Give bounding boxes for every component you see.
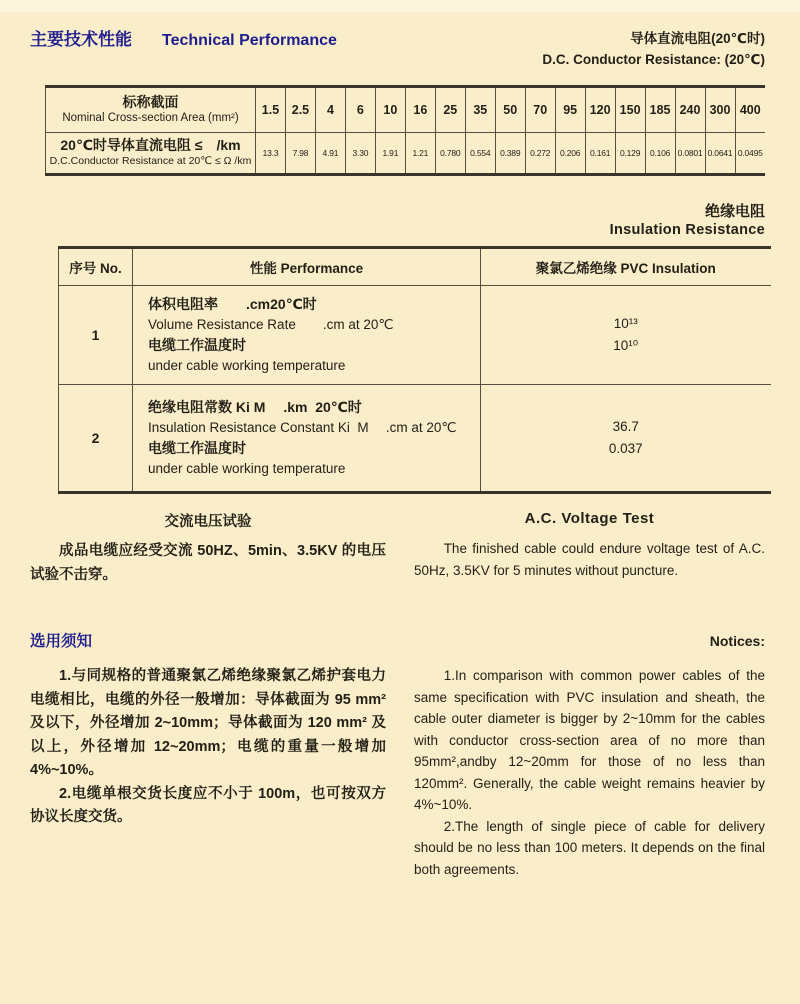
dc-category-cell: 4 <box>315 87 345 133</box>
dc-value-cell: 1.21 <box>405 133 435 175</box>
notices-en-column <box>414 665 765 880</box>
ac-voltage-zh-column <box>30 510 386 587</box>
notices-heading-zh: 选用须知 <box>30 633 93 650</box>
dc-value-cell: 7.98 <box>285 133 315 175</box>
dc-category-cell: 95 <box>555 87 585 133</box>
perf-line: 电缆工作温度时 <box>148 337 246 353</box>
dc-value-cell: 0.106 <box>645 133 675 175</box>
dc-category-cell: 35 <box>465 87 495 133</box>
dc-value-cell: 0.272 <box>525 133 555 175</box>
dc-category-cell: 16 <box>405 87 435 133</box>
perf-line: under cable working temperature <box>148 460 346 476</box>
dc-value-cell: 0.206 <box>555 133 585 175</box>
perf-line: 体积电阻率 .cm20℃时 <box>148 296 317 312</box>
dc-value-cell: 0.129 <box>615 133 645 175</box>
dc-row1-label <box>46 87 256 133</box>
dc-value-cell: 0.389 <box>495 133 525 175</box>
dc-resistance-table <box>45 85 765 176</box>
page-title <box>30 25 337 50</box>
dc-resistance-heading-en: D.C. Conductor Resistance: (20℃) <box>542 52 765 67</box>
notices-heading-en: Notices: <box>709 633 765 649</box>
ac-voltage-body-zh: 成品电缆应经受交流 50HZ、5min、3.5KV 的电压试验不击穿。 <box>30 543 386 583</box>
insulation-heading-en: Insulation Resistance <box>609 222 765 238</box>
dc-row1-label-en: Nominal Cross-section Area (mm²) <box>62 112 239 124</box>
ac-voltage-heading-en: A.C. Voltage Test <box>524 510 655 527</box>
perf-line: Volume Resistance Rate .cm at 20℃ <box>148 316 394 332</box>
table-row <box>46 87 766 133</box>
notice-en-item-1: 1.In comparison with common power cables of the same specification with PVC insulation and sheath, the cable outer diameter is bigger by 2~10mm for the cables with conductor cross-section area of no more than 95mm²,andby 12~20mm for those of no less than 120mm². Generally, the cable weight remains heavier by 4%~10%. <box>414 668 765 812</box>
insulation-heading-zh: 绝缘电阻 <box>704 203 765 220</box>
dc-value-cell: 0.780 <box>435 133 465 175</box>
table-row <box>59 286 771 385</box>
perf-line: 电缆工作温度时 <box>148 440 246 456</box>
pvc-value-cell <box>481 286 771 385</box>
col-header-performance: 性能 Performance <box>133 248 481 286</box>
pvc-value: 36.7 <box>612 419 639 434</box>
dc-row2-label <box>46 133 256 175</box>
page-title-en: Technical Performance <box>162 32 337 49</box>
dc-category-cell: 2.5 <box>285 87 315 133</box>
dc-category-cell: 6 <box>345 87 375 133</box>
dc-category-cell: 10 <box>375 87 405 133</box>
dc-value-cell: 0.554 <box>465 133 495 175</box>
dc-category-cell: 1.5 <box>256 87 286 133</box>
notice-zh-item-1: 1.与同规格的普通聚氯乙烯绝缘聚氯乙烯护套电力电缆相比，电缆的外径一般增加：导体截面为 95 mm² 及以下，外径增加 2~10mm；导体截面为 120 mm² 及以上，外径增加 12~20mm；电缆的重量一般增加 4%~10%。 <box>30 668 386 778</box>
perf-line: Insulation Resistance Constant Ki M .cm at 20℃ <box>148 419 457 435</box>
dc-category-cell: 25 <box>435 87 465 133</box>
dc-row1-label-zh: 标称截面 <box>122 94 179 110</box>
dc-row2-label-zh: 20℃时导体直流电阻 ≤ /km <box>60 137 241 153</box>
col-header-pvc: 聚氯乙烯绝缘 PVC Insulation <box>481 248 771 286</box>
row-no: 1 <box>59 286 133 385</box>
dc-resistance-heading <box>542 28 765 70</box>
page-top-edge <box>0 0 800 12</box>
notice-zh-item-2: 2.电缆单根交货长度应不小于 100m，也可按双方协议长度交货。 <box>30 785 386 825</box>
ac-voltage-body-en: The finished cable could endure voltage test of A.C. 50Hz, 3.5KV for 5 minutes without puncture. <box>414 541 765 578</box>
dc-category-cell: 120 <box>585 87 615 133</box>
dc-value-cell: 0.0641 <box>705 133 735 175</box>
table-row <box>59 385 771 493</box>
performance-cell <box>133 286 481 385</box>
dc-row2-label-en: D.C.Conductor Resistance at 20℃ ≤ Ω /km <box>49 155 252 167</box>
dc-value-cell: 4.91 <box>315 133 345 175</box>
dc-value-cell: 0.0801 <box>675 133 705 175</box>
dc-category-cell: 400 <box>735 87 765 133</box>
page-header <box>0 12 800 70</box>
table-row <box>46 133 766 175</box>
page-title-zh: 主要技术性能 <box>30 30 132 49</box>
dc-value-cell: 0.161 <box>585 133 615 175</box>
dc-category-cell: 50 <box>495 87 525 133</box>
notices-header <box>0 629 800 651</box>
dc-category-cell: 150 <box>615 87 645 133</box>
dc-category-cell: 185 <box>645 87 675 133</box>
pvc-value: 0.037 <box>608 441 643 456</box>
insulation-heading <box>0 202 800 240</box>
ac-voltage-heading-zh: 交流电压试验 <box>164 514 252 530</box>
notices-zh-column <box>30 665 386 880</box>
perf-line: 绝缘电阻常数 Ki M .km 20℃时 <box>148 399 362 415</box>
ac-voltage-en-column <box>414 510 765 587</box>
dc-category-cell: 240 <box>675 87 705 133</box>
ac-voltage-section <box>0 510 800 587</box>
dc-value-cell: 1.91 <box>375 133 405 175</box>
dc-resistance-heading-zh: 导体直流电阻(20℃时) <box>630 31 765 46</box>
dc-category-cell: 70 <box>525 87 555 133</box>
dc-value-cell: 3.30 <box>345 133 375 175</box>
dc-category-cell: 300 <box>705 87 735 133</box>
performance-cell <box>133 385 481 493</box>
dc-value-cell: 13.3 <box>256 133 286 175</box>
perf-line: under cable working temperature <box>148 357 346 373</box>
dc-value-cell: 0.0495 <box>735 133 765 175</box>
notice-en-item-2: 2.The length of single piece of cable for delivery should be no less than 100 meters. It depends on the final both agreements. <box>414 818 765 877</box>
col-header-no: 序号 No. <box>59 248 133 286</box>
pvc-value-cell <box>481 385 771 493</box>
notices-body <box>0 665 800 880</box>
row-no: 2 <box>59 385 133 493</box>
pvc-value: 10¹³ <box>613 316 638 331</box>
insulation-table <box>58 246 771 494</box>
pvc-value: 10¹⁰ <box>613 338 639 353</box>
table-header-row <box>59 248 771 286</box>
